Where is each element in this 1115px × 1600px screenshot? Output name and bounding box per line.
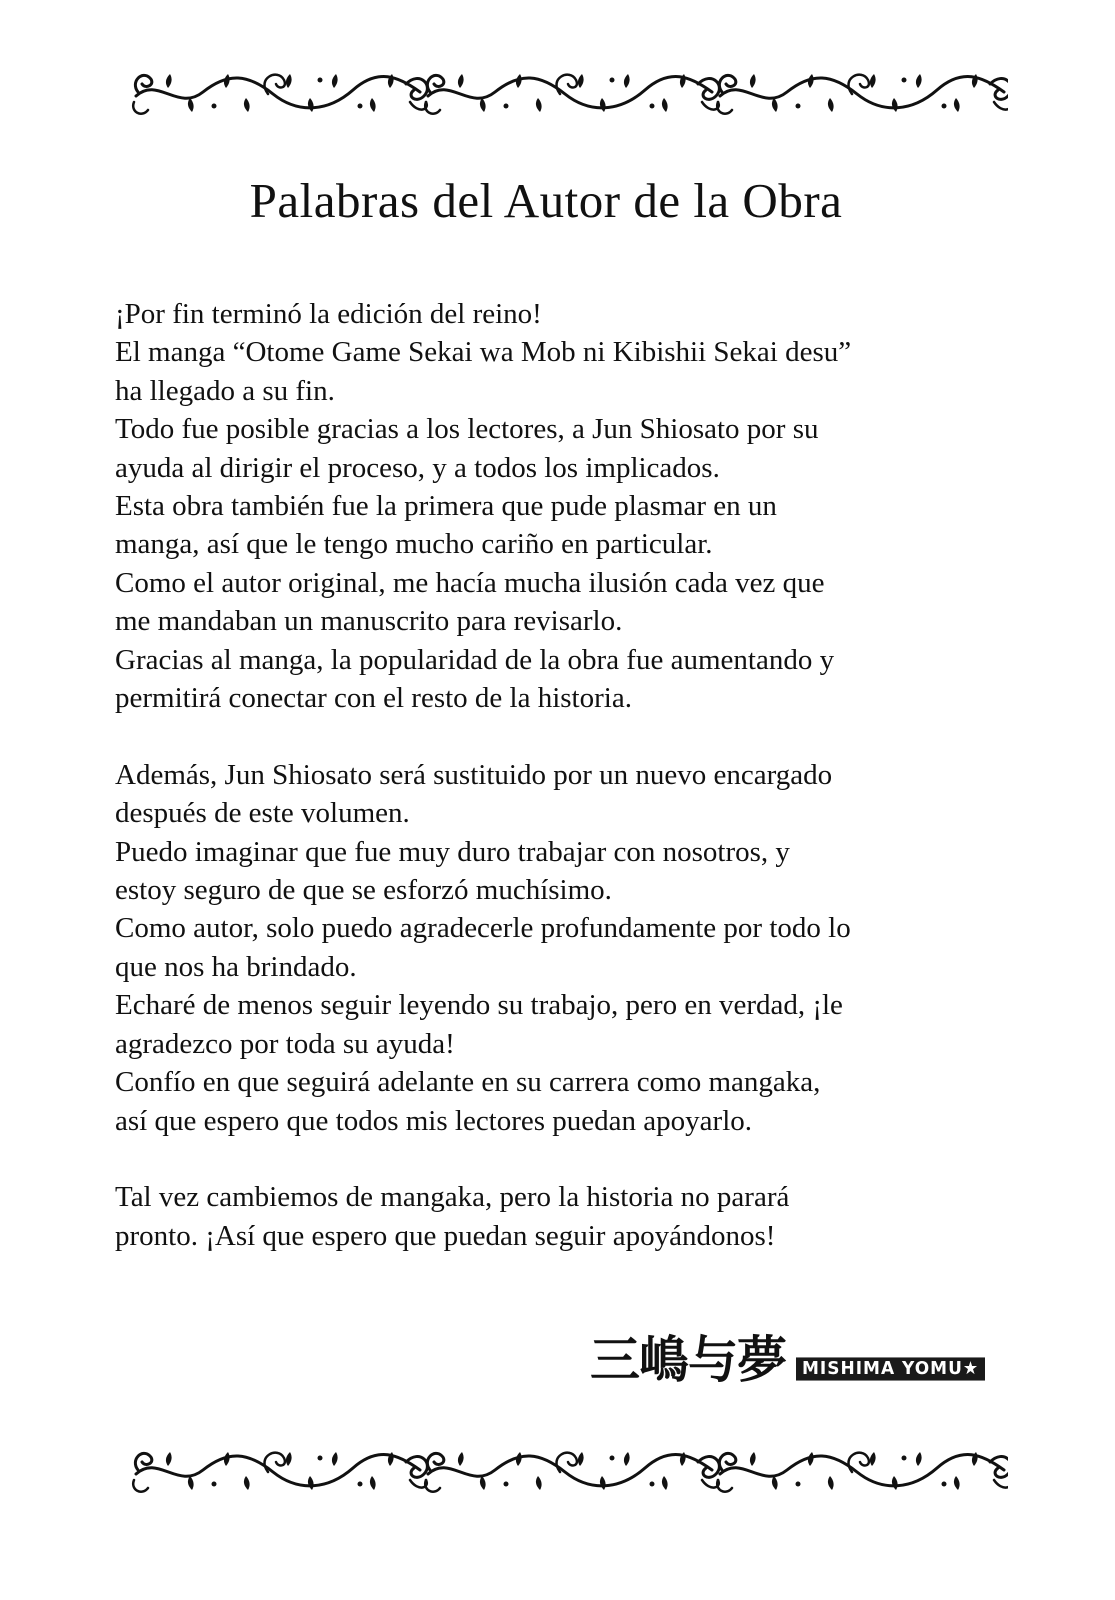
text-line: ¡Por fin terminó la edición del reino!	[115, 298, 542, 330]
paragraph-3	[115, 1178, 1075, 1255]
text-line: ayuda al dirigir el proceso, y a todos los implicados.	[115, 451, 720, 484]
text-line: Esta obra también fue la primera que pude plasmar en un	[115, 490, 777, 523]
text-line: Como el autor original, me hacía mucha ilusión cada vez que	[115, 566, 825, 599]
text-line: Además, Jun Shiosato será sustituido por un nuevo encargado	[115, 758, 833, 791]
text-line: después de este volumen.	[115, 797, 410, 830]
author-signature	[590, 1328, 985, 1388]
text-line: Confío en que seguirá adelante en su carrera como mangaka,	[115, 1066, 821, 1099]
signature-kanji: 三嶋与夢	[590, 1331, 786, 1389]
text-line: Tal vez cambiemos de mangaka, pero la historia no parará	[115, 1181, 790, 1214]
text-line: que nos ha brindado.	[115, 950, 357, 983]
text-line: pronto. ¡Así que espero que puedan seguir apoyándonos!	[115, 1219, 776, 1252]
text-line: permitirá conectar con el resto de la historia.	[115, 682, 632, 715]
page-title: Palabras del Autor de la Obra	[249, 173, 843, 228]
text-line: Como autor, solo puedo agradecerle profundamente por todo lo	[115, 912, 851, 945]
text-line: así que espero que todos mis lectores puedan apoyarlo.	[115, 1104, 753, 1137]
bottom-ornament-border	[128, 1440, 1008, 1500]
vine-ornament-icon	[128, 62, 1008, 122]
text-line: El manga “Otome Game Sekai wa Mob ni Kibishii Sekai desu”	[115, 336, 852, 369]
paragraph-2	[115, 756, 1075, 1140]
author-message	[115, 295, 1075, 1255]
text-line: Echaré de menos seguir leyendo su trabajo, pero en verdad, ¡le	[115, 989, 843, 1022]
signature-romaji-badge: MISHIMA YOMU★	[796, 1357, 985, 1380]
text-line: ha llegado a su fin.	[115, 374, 335, 407]
text-line: Todo fue posible gracias a los lectores, a Jun Shiosato por su	[115, 413, 819, 446]
vine-ornament-icon	[128, 1440, 1008, 1500]
text-line: estoy seguro de que se esforzó muchísimo.	[115, 874, 612, 907]
paragraph-1	[115, 295, 1075, 717]
top-ornament-border	[128, 62, 1008, 122]
text-line: Puedo imaginar que fue muy duro trabajar con nosotros, y	[115, 835, 790, 868]
text-line: agradezco por toda su ayuda!	[115, 1027, 455, 1060]
text-line: manga, así que le tengo mucho cariño en particular.	[115, 528, 713, 561]
text-line: me mandaban un manuscrito para revisarlo.	[115, 605, 623, 638]
text-line: Gracias al manga, la popularidad de la obra fue aumentando y	[115, 643, 835, 676]
